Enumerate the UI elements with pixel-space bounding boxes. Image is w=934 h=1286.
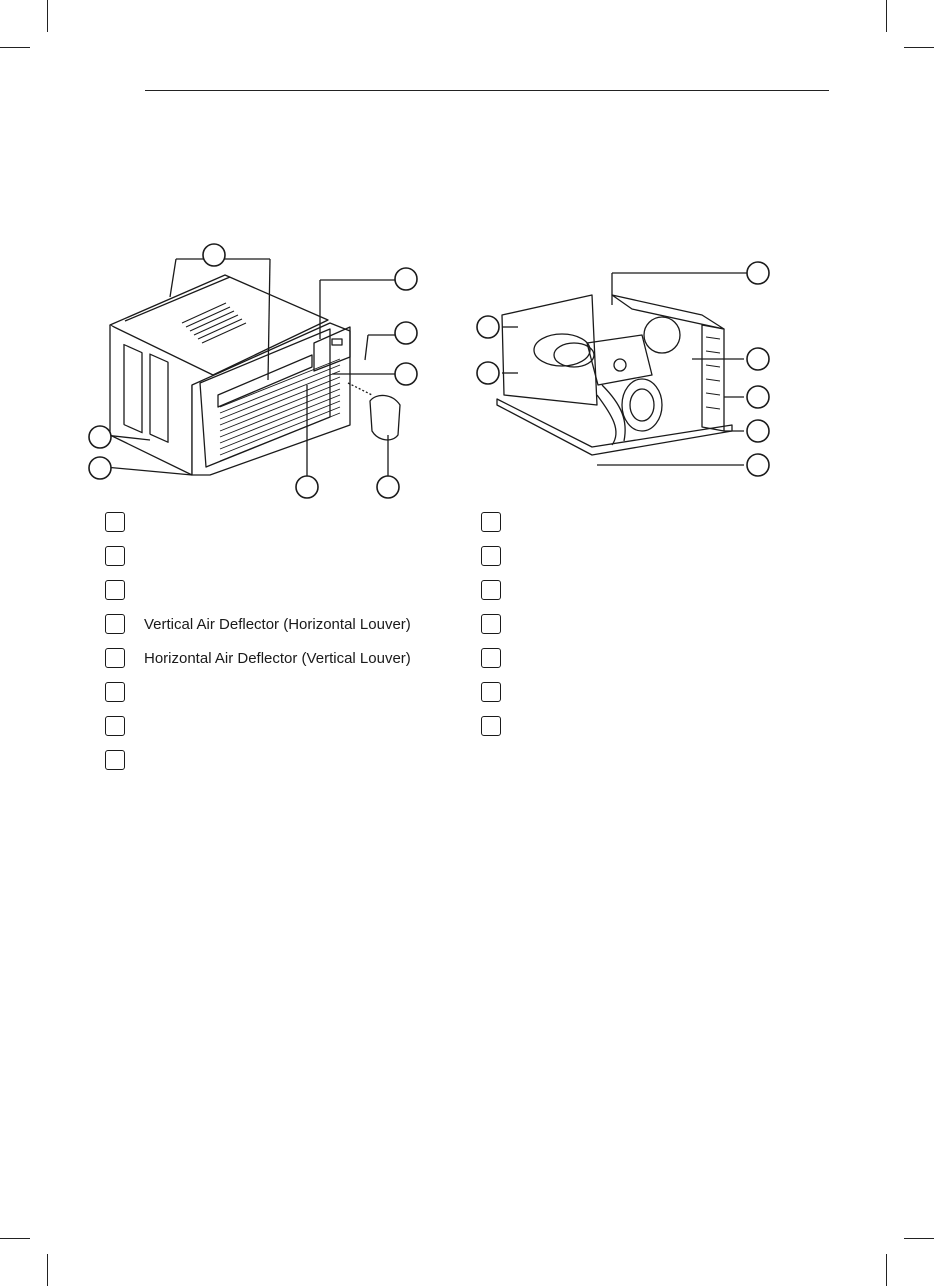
- legend-number-box: [105, 614, 125, 634]
- crop-mark-top-right-v: [886, 0, 887, 32]
- exterior-unit-illustration: [80, 235, 440, 505]
- crop-mark-bottom-left-v: [47, 1254, 48, 1286]
- legend-number-box: [481, 580, 501, 600]
- legend-number-box: [481, 716, 501, 736]
- legend-item-text: Horizontal Air Deflector (Vertical Louver): [144, 650, 411, 667]
- crop-mark-top-left-v: [47, 0, 48, 32]
- crop-mark-top-left-h: [0, 47, 30, 48]
- legend-number-box: [105, 716, 125, 736]
- header-rule: [145, 90, 829, 91]
- legend-number-box: [481, 682, 501, 702]
- legend-number-box: [105, 512, 125, 532]
- legend-number-box: [481, 546, 501, 566]
- legend-number-box: [105, 750, 125, 770]
- legend-item-text: Vertical Air Deflector (Horizontal Louver): [144, 616, 411, 633]
- legend-number-box: [105, 580, 125, 600]
- legend-number-box: [105, 546, 125, 566]
- crop-mark-top-right-h: [904, 47, 934, 48]
- crop-mark-bottom-right-h: [904, 1238, 934, 1239]
- interior-unit-illustration: [462, 255, 772, 480]
- legend-number-box: [481, 614, 501, 634]
- crop-mark-bottom-right-v: [886, 1254, 887, 1286]
- legend-number-box: [105, 648, 125, 668]
- crop-mark-bottom-left-h: [0, 1238, 30, 1239]
- legend-number-box: [481, 648, 501, 668]
- legend-number-box: [481, 512, 501, 532]
- legend-number-box: [105, 682, 125, 702]
